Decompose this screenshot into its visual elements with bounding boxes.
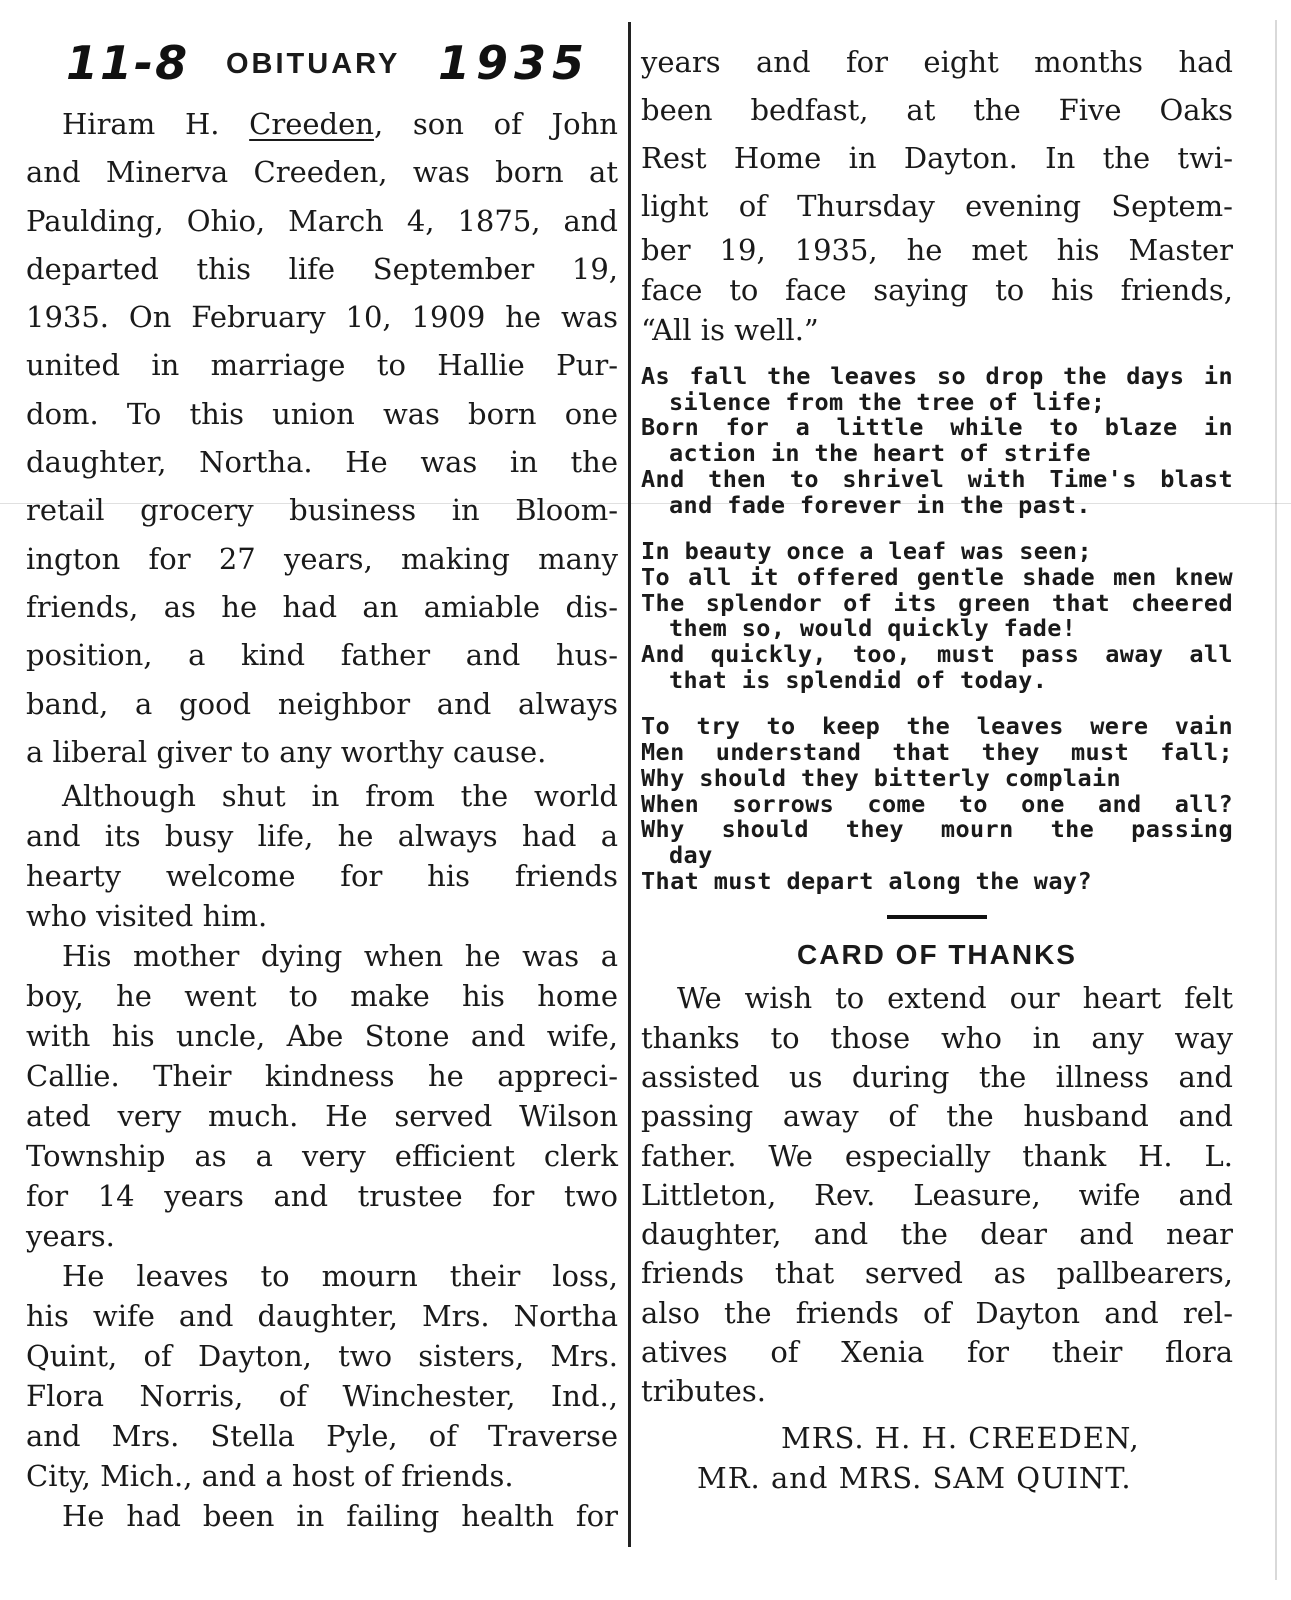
column-rule bbox=[628, 22, 631, 1547]
obit-line: 1935. On February 10, 1909 he was bbox=[26, 300, 618, 335]
obit-line: who visited him. bbox=[26, 899, 268, 934]
thanks-line: daughter, and the dear and near bbox=[641, 1217, 1233, 1252]
obit-line: ber 19, 1935, he met his Master bbox=[641, 233, 1233, 267]
obit-line: a liberal giver to any worthy cause. bbox=[26, 734, 547, 769]
thanks-line: passing away of the husband and bbox=[641, 1099, 1233, 1134]
obit-line: City, Mich., and a host of friends. bbox=[26, 1459, 514, 1494]
poem-stanza bbox=[641, 714, 1233, 894]
poem-line: day bbox=[669, 840, 713, 869]
section-divider bbox=[887, 915, 987, 919]
obit-line: and its busy life, he always had a bbox=[26, 819, 618, 854]
poem-line: silence from the tree of life; bbox=[669, 387, 1106, 416]
obit-line: Township as a very efficient clerk bbox=[26, 1139, 618, 1174]
thanks-line: Littleton, Rev. Leasure, wife and bbox=[641, 1177, 1233, 1212]
left-column bbox=[26, 38, 618, 1536]
thanks-line: atives of Xenia for their flora bbox=[641, 1335, 1233, 1370]
memorial-poem bbox=[641, 364, 1233, 894]
thanks-line: assisted us during the illness and bbox=[641, 1059, 1233, 1094]
obituary-paragraph-5-start bbox=[26, 1496, 618, 1536]
handwritten-year: 1935 bbox=[438, 36, 591, 90]
obit-line: years and for eight months had bbox=[641, 45, 1233, 79]
thanks-line: thanks to those who in any way bbox=[641, 1020, 1233, 1055]
poem-stanza bbox=[641, 539, 1233, 693]
obit-line: daughter, Northa. He was in the bbox=[26, 445, 618, 480]
obituary-paragraph-5-cont bbox=[641, 38, 1233, 350]
obit-line: light of Thursday evening Septem- bbox=[641, 189, 1233, 223]
obit-line: Quint, of Dayton, two sisters, Mrs. bbox=[26, 1339, 618, 1374]
poem-line: Why should they mourn the passing bbox=[641, 815, 1233, 844]
obit-line: been bedfast, at the Five Oaks bbox=[641, 93, 1233, 127]
obit-line: Hiram H. Creeden, son of John bbox=[62, 107, 618, 141]
obit-line: Flora Norris, of Winchester, Ind., bbox=[26, 1379, 618, 1414]
obit-line: years. bbox=[26, 1219, 115, 1254]
card-of-thanks-title: CARD OF THANKS bbox=[797, 939, 1077, 971]
poem-line: To try to keep the leaves were vain bbox=[641, 712, 1233, 741]
poem-line: action in the heart of strife bbox=[669, 439, 1091, 468]
poem-line: and fade forever in the past. bbox=[669, 490, 1091, 519]
obituary-paragraph-2 bbox=[26, 776, 618, 936]
poem-line: As fall the leaves so drop the days in bbox=[641, 362, 1233, 390]
obit-line: His mother dying when he was a bbox=[62, 939, 618, 974]
obit-line: friends, as he had an amiable dis- bbox=[26, 589, 618, 624]
poem-line: And then to shrivel with Time's blast bbox=[641, 464, 1233, 493]
obit-line: retail grocery business in Bloom- bbox=[26, 493, 618, 528]
poem-line: The splendor of its green that cheered bbox=[641, 588, 1233, 617]
deceased-name: Creeden bbox=[249, 107, 374, 141]
thanks-line: tributes. bbox=[641, 1374, 766, 1409]
signature-line: MR. and MRS. SAM QUINT. bbox=[697, 1460, 1132, 1495]
handwritten-date: 11-8 bbox=[66, 36, 190, 90]
obit-line: for 14 years and trustee for two bbox=[26, 1179, 618, 1214]
thanks-line: father. We especially thank H. L. bbox=[641, 1138, 1233, 1173]
poem-line: And quickly, too, must pass away all bbox=[641, 640, 1233, 669]
obit-line: with his uncle, Abe Stone and wife, bbox=[26, 1019, 618, 1054]
obit-line: He leaves to mourn their loss, bbox=[62, 1259, 618, 1294]
obit-line: and Mrs. Stella Pyle, of Traverse bbox=[26, 1419, 618, 1454]
poem-line: Why should they bitterly complain bbox=[641, 763, 1122, 792]
poem-stanza bbox=[641, 364, 1233, 518]
poem-line: When sorrows come to one and all? bbox=[641, 789, 1233, 818]
thanks-line: also the friends of Dayton and rel- bbox=[641, 1295, 1233, 1330]
obit-line: dom. To this union was born one bbox=[26, 396, 618, 431]
obit-line: band, a good neighbor and always bbox=[26, 686, 618, 721]
obit-line: ington for 27 years, making many bbox=[26, 541, 618, 576]
poem-line: that is splendid of today. bbox=[669, 665, 1048, 694]
obit-line: Although shut in from the world bbox=[62, 779, 618, 814]
poem-line: Men understand that they must fall; bbox=[641, 738, 1233, 767]
obituary-header bbox=[26, 38, 618, 100]
right-column bbox=[641, 38, 1233, 1498]
poem-line: In beauty once a leaf was seen; bbox=[641, 537, 1092, 566]
clipping-edge bbox=[1275, 20, 1277, 1580]
thanks-line: friends that served as pallbearers, bbox=[641, 1256, 1233, 1291]
obit-line: departed this life September 19, bbox=[26, 251, 618, 286]
poem-line: To all it offered gentle shade men knew bbox=[641, 562, 1233, 591]
obituary-paragraph-1 bbox=[26, 100, 618, 776]
obit-line: position, a kind father and hus- bbox=[26, 638, 618, 673]
obituary-paragraph-3 bbox=[26, 936, 618, 1256]
obit-line: Callie. Their kindness he appreci- bbox=[26, 1059, 618, 1094]
obit-line: face to face saying to his friends, bbox=[641, 273, 1233, 307]
obit-line: Rest Home in Dayton. In the twi- bbox=[641, 141, 1233, 175]
obit-line: He had been in failing health for bbox=[62, 1499, 618, 1534]
signature-line: MRS. H. H. CREEDEN, bbox=[781, 1420, 1140, 1455]
obituary-paragraph-4 bbox=[26, 1256, 618, 1496]
obit-line: his wife and daughter, Mrs. Northa bbox=[26, 1299, 618, 1334]
poem-line: them so, would quickly fade! bbox=[669, 614, 1077, 643]
poem-line: Born for a little while to blaze in bbox=[641, 413, 1233, 442]
obit-line: ated very much. He served Wilson bbox=[26, 1099, 618, 1134]
card-of-thanks bbox=[641, 937, 1233, 1497]
obit-line: Paulding, Ohio, March 4, 1875, and bbox=[26, 203, 618, 238]
obit-line: “All is well.” bbox=[641, 313, 819, 347]
obit-line: and Minerva Creeden, was born at bbox=[26, 155, 618, 190]
obit-line: hearty welcome for his friends bbox=[26, 859, 618, 894]
thanks-line: We wish to extend our heart felt bbox=[677, 981, 1233, 1016]
poem-line: That must depart along the way? bbox=[641, 866, 1092, 895]
obit-line: united in marriage to Hallie Pur- bbox=[26, 348, 618, 383]
obit-line: boy, he went to make his home bbox=[26, 979, 618, 1014]
obituary-title: OBITUARY bbox=[226, 48, 401, 80]
